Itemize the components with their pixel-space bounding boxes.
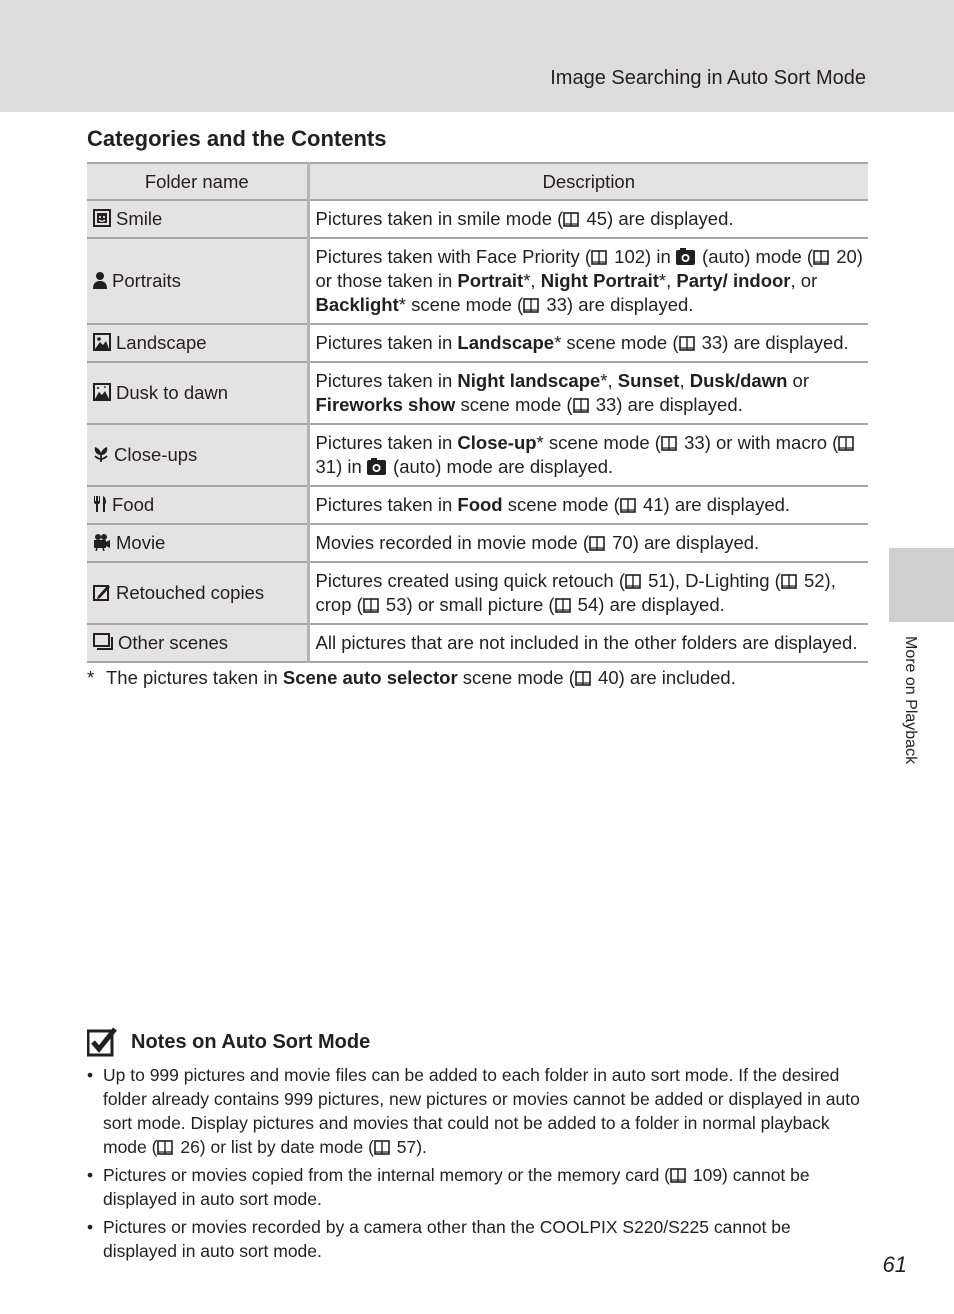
folder-name-cell	[87, 424, 308, 486]
folder-name: Movie	[116, 532, 166, 553]
list-item: • Up to 999 pictures and movie files can be added to each folder in auto sort mode. If the desired folder already contains 999 pictures, new pictures or movies cannot be added or displayed in auto sort mode. Display pictures and movies that could not be added to a folder in normal playback mode ( 26) or list by date mode ( 57).	[87, 1063, 867, 1159]
folder-name-cell	[87, 200, 308, 238]
folder-name: Smile	[116, 208, 163, 229]
folder-name: Portraits	[112, 270, 181, 291]
folder-name: Retouched copies	[116, 582, 265, 603]
side-tab-label: More on Playback	[902, 636, 919, 765]
closeup-flower-icon	[93, 445, 109, 463]
other-scenes-icon	[93, 633, 113, 651]
folder-name-cell	[87, 524, 308, 562]
description-cell: Pictures taken in Food scene mode ( 41) are displayed.	[308, 486, 868, 524]
folder-name-cell	[87, 324, 308, 362]
reference-icon	[838, 436, 854, 451]
movie-camera-icon	[93, 533, 111, 551]
checkmark-note-icon	[87, 1027, 117, 1057]
side-tab	[889, 548, 954, 622]
retouch-icon	[93, 583, 111, 601]
table-header-row	[87, 163, 868, 200]
auto-mode-camera-icon	[367, 458, 386, 475]
folder-name: Other scenes	[118, 632, 229, 653]
auto-mode-camera-icon	[676, 248, 695, 265]
portrait-icon	[93, 271, 107, 289]
notes-heading	[87, 1027, 867, 1057]
table-row	[87, 486, 868, 524]
description-cell: Pictures taken in Close-up* scene mode ( 33) or with macro ( 31) in (auto) mode are displayed.	[308, 424, 868, 486]
table-row	[87, 424, 868, 486]
description-cell: Pictures created using quick retouch ( 51), D-Lighting ( 52), crop ( 53) or small picture ( 54) are displayed.	[308, 562, 868, 624]
dusk-icon	[93, 383, 111, 401]
table-row	[87, 238, 868, 324]
notes-section	[87, 1027, 867, 1267]
reference-icon	[670, 1168, 686, 1183]
landscape-icon	[93, 333, 111, 351]
reference-icon	[523, 298, 539, 313]
reference-icon	[589, 536, 605, 551]
table-row	[87, 324, 868, 362]
description-cell: Pictures taken with Face Priority ( 102) in (auto) mode ( 20) or those taken in Portrait*, Night Portrait*, Party/ indoor, or Backlight* scene mode ( 33) are displayed.	[308, 238, 868, 324]
folder-name-cell	[87, 362, 308, 424]
table-row	[87, 362, 868, 424]
folder-name: Dusk to dawn	[116, 382, 229, 403]
reference-icon	[781, 574, 797, 589]
folder-name-cell	[87, 624, 308, 662]
list-item: • Pictures or movies recorded by a camera other than the COOLPIX S220/S225 cannot be displayed in auto sort mode.	[87, 1215, 867, 1263]
description-cell: All pictures that are not included in the other folders are displayed.	[308, 624, 868, 662]
column-header-folder-name: Folder name	[87, 163, 308, 200]
reference-icon	[575, 671, 591, 686]
table-row	[87, 200, 868, 238]
column-header-description: Description	[308, 163, 868, 200]
table-row	[87, 524, 868, 562]
reference-icon	[363, 598, 379, 613]
folder-name: Close-ups	[114, 444, 198, 465]
folder-name: Food	[112, 494, 155, 515]
notes-title: Notes on Auto Sort Mode	[131, 1030, 371, 1053]
reference-icon	[661, 436, 677, 451]
list-item: • Pictures or movies copied from the internal memory or the memory card ( 109) cannot be displayed in auto sort mode.	[87, 1163, 867, 1211]
folder-name-cell	[87, 238, 308, 324]
reference-icon	[555, 598, 571, 613]
reference-icon	[625, 574, 641, 589]
section-title: Categories and the Contents	[87, 126, 387, 151]
reference-icon	[591, 250, 607, 265]
categories-table	[87, 162, 868, 663]
reference-icon	[679, 336, 695, 351]
description-cell: Pictures taken in Landscape* scene mode ( 33) are displayed.	[308, 324, 868, 362]
notes-list	[87, 1063, 867, 1263]
reference-icon	[620, 498, 636, 513]
footnote: * The pictures taken in Scene auto selector scene mode ( 40) are included.	[87, 667, 736, 688]
description-cell: Pictures taken in Night landscape*, Sunset, Dusk/dawn or Fireworks show scene mode ( 33) are displayed.	[308, 362, 868, 424]
folder-name-cell	[87, 562, 308, 624]
description-cell: Pictures taken in smile mode ( 45) are displayed.	[308, 200, 868, 238]
smile-icon	[93, 209, 111, 227]
page-number: 61	[882, 1252, 907, 1277]
table-row	[87, 624, 868, 662]
description-cell: Movies recorded in movie mode ( 70) are displayed.	[308, 524, 868, 562]
folder-name-cell	[87, 486, 308, 524]
reference-icon	[563, 212, 579, 227]
header-band	[0, 0, 954, 112]
fork-knife-icon	[93, 495, 107, 513]
reference-icon	[573, 398, 589, 413]
reference-icon	[813, 250, 829, 265]
table-row	[87, 562, 868, 624]
reference-icon	[374, 1140, 390, 1155]
page-header-title: Image Searching in Auto Sort Mode	[550, 67, 866, 89]
reference-icon	[157, 1140, 173, 1155]
folder-name: Landscape	[116, 332, 207, 353]
